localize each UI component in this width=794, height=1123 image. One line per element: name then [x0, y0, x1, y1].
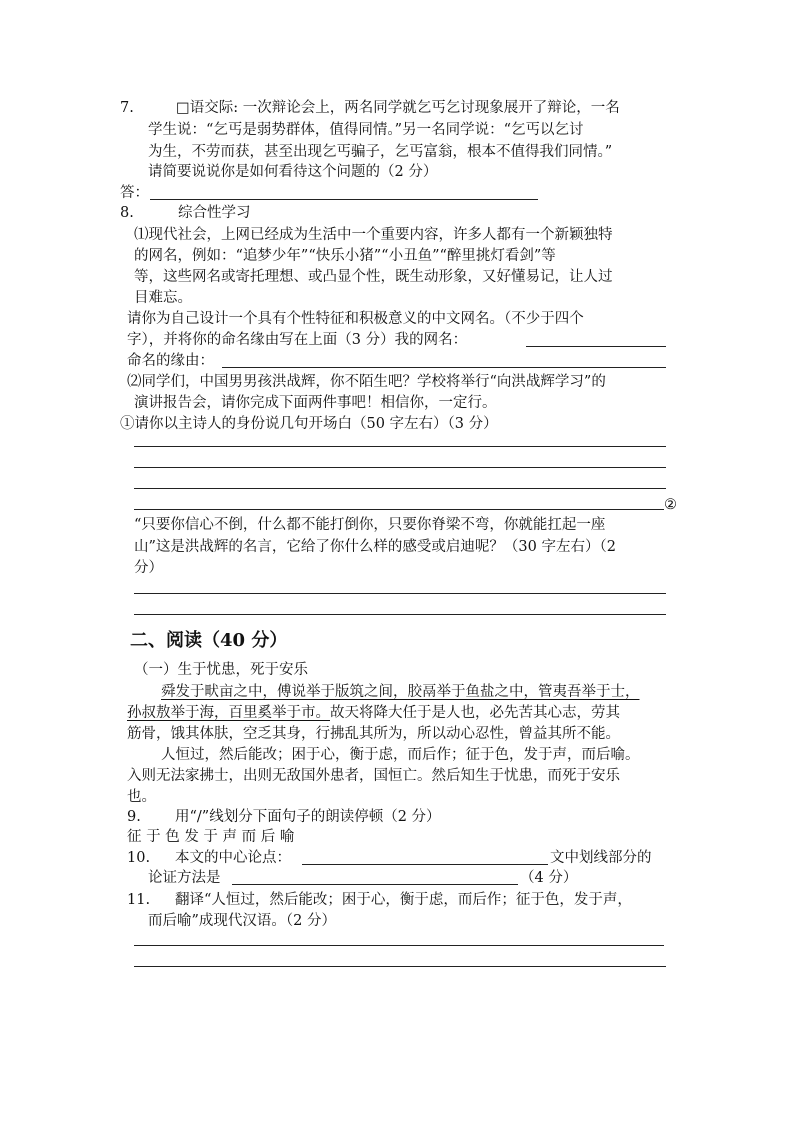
- passage-para2-line1: 人恒过，然后能改；困于心，衡于虑，而后作；征于色，发于声，而后喻。: [161, 747, 640, 763]
- q11-line2: 而后喻”成现代汉语。（2 分）: [148, 913, 336, 929]
- q8-p1-line4: 目难忘。: [134, 290, 192, 306]
- q10-method-line[interactable]: [232, 884, 518, 885]
- q10-number: 10.: [127, 850, 151, 866]
- q8-p2-line2: 演讲报告会，请你完成下面两件事吧！相信你，一定行。: [134, 395, 497, 411]
- q8-p1-line6: 字），并将你的命名缘由写在上面（3 分）我的网名：: [127, 332, 468, 348]
- q8-p1-line2: 的网名，例如：“追梦少年”“快乐小猪”“小丑鱼”“醉里挑灯看剑”等: [134, 248, 556, 264]
- q7-number: 7.: [120, 100, 134, 116]
- q10-thesis-line[interactable]: [302, 864, 548, 865]
- section2-heading: 二、阅读（40 分）: [130, 630, 288, 651]
- q8-sub1-answer-line-3[interactable]: [134, 488, 666, 489]
- q8-title: 综合性学习: [178, 205, 251, 221]
- q8-p1-line5: 请你为自己设计一个具有个性特征和积极意义的中文网名。（不少于四个: [127, 311, 584, 327]
- q8-p1-line1: ⑴现代社会，上网已经成为生活中一个重要内容，许多人都有一个新颖独特: [134, 227, 613, 243]
- passage-para1-line2-rest: 故天将降大任于是人也，必先苦其心志，劳其: [330, 705, 620, 721]
- q7-text-line2: 学生说：“乞丐是弱势群体，值得同情。”另一名同学说：“乞丐以乞讨: [148, 122, 584, 138]
- q7-answer-line[interactable]: [150, 199, 538, 200]
- q11-line1: 翻译“人恒过，然后能改；困于心，衡于虑，而后作；征于色，发于声，: [175, 892, 632, 908]
- q7-text-line3: 为生，不劳而获，甚至出现乞丐骗子，乞丐富翁，根本不值得我们同情。”: [148, 144, 613, 160]
- q8-p2-sub2-mark: ②: [664, 497, 677, 513]
- q8-p1-line7: 命名的缘由：: [127, 353, 214, 369]
- passage-para1-line2: [127, 702, 620, 724]
- q10-tail: 文中划线部分的: [550, 850, 652, 866]
- q10-text: 本文的中心论点：: [175, 850, 291, 866]
- q9-sentence: 征 于 色 发 于 声 而 后 喻: [127, 829, 295, 845]
- q8-sub2-answer-line-1[interactable]: [134, 593, 666, 594]
- q8-reason-line[interactable]: [222, 367, 666, 368]
- q8-p2-sub2-line2: 山”这是洪战辉的名言，它给了你什么样的感受或启迪呢？（30 字左右）（2: [134, 539, 616, 555]
- q8-sub1-answer-line-2[interactable]: [134, 467, 666, 468]
- passage-underlined-segment: 孙叔敖举于海，百里奚举于市。: [127, 705, 330, 721]
- q8-p2-sub2-line3: 分）: [134, 560, 163, 576]
- q10-line2: 论证方法是: [148, 870, 221, 886]
- q8-sub1-answer-line-1[interactable]: [134, 446, 666, 447]
- passage-para1-line1: 舜发于畎亩之中，傅说举于版筑之间，胶鬲举于鱼盐之中，管夷吾举于士，: [161, 684, 640, 700]
- passage-para2-line2: 入则无法家拂士，出则无敌国外患者，国恒亡。然后知生于忧患，而死于安乐: [127, 768, 620, 784]
- q8-p2-sub1: ①请你以主诗人的身份说几句开场白（50 字左右）（3 分）: [120, 416, 498, 432]
- q7-text-line4: 请简要说说你是如何看待这个问题的（2 分）: [148, 164, 438, 180]
- q10-score: （4 分）: [520, 870, 578, 886]
- q8-p1-line3: 等，这些网名或寄托理想、或凸显个性，既生动形象，又好懂易记，让人过: [134, 269, 613, 285]
- q8-sub2-answer-line-2[interactable]: [134, 614, 666, 615]
- q11-answer-line-1[interactable]: [134, 945, 664, 946]
- passage-para2-line3: 也。: [127, 789, 156, 805]
- q7-text-line1: □语交际: 一次辩论会上，两名同学就乞丐乞讨现象展开了辩论，一名: [176, 100, 620, 116]
- q11-answer-line-2[interactable]: [134, 966, 666, 967]
- section2-sub1-title: （一）生于忧患，死于安乐: [134, 662, 308, 678]
- q8-p2-line1: ⑵同学们，中国男男孩洪战辉，你不陌生吧？学校将举行“向洪战辉学习”的: [127, 374, 606, 390]
- q8-number: 8.: [120, 205, 134, 221]
- q9-text: 用“/”线划分下面句子的朗读停顿（2 分）: [175, 809, 441, 825]
- q9-number: 9.: [127, 809, 141, 825]
- q8-p2-sub2-line1: “只要你信心不倒，什么都不能打倒你，只要你脊梁不弯，你就能扛起一座: [134, 517, 606, 533]
- q7-answer-label: 答：: [120, 185, 149, 201]
- q8-netname-line[interactable]: [526, 346, 666, 347]
- q8-sub1-answer-line-4[interactable]: [134, 509, 664, 510]
- q11-number: 11.: [127, 892, 151, 908]
- passage-para1-line3: 筋骨，饿其体肤，空乏其身，行拂乱其所为，所以动心忍性，曾益其所不能。: [127, 726, 620, 742]
